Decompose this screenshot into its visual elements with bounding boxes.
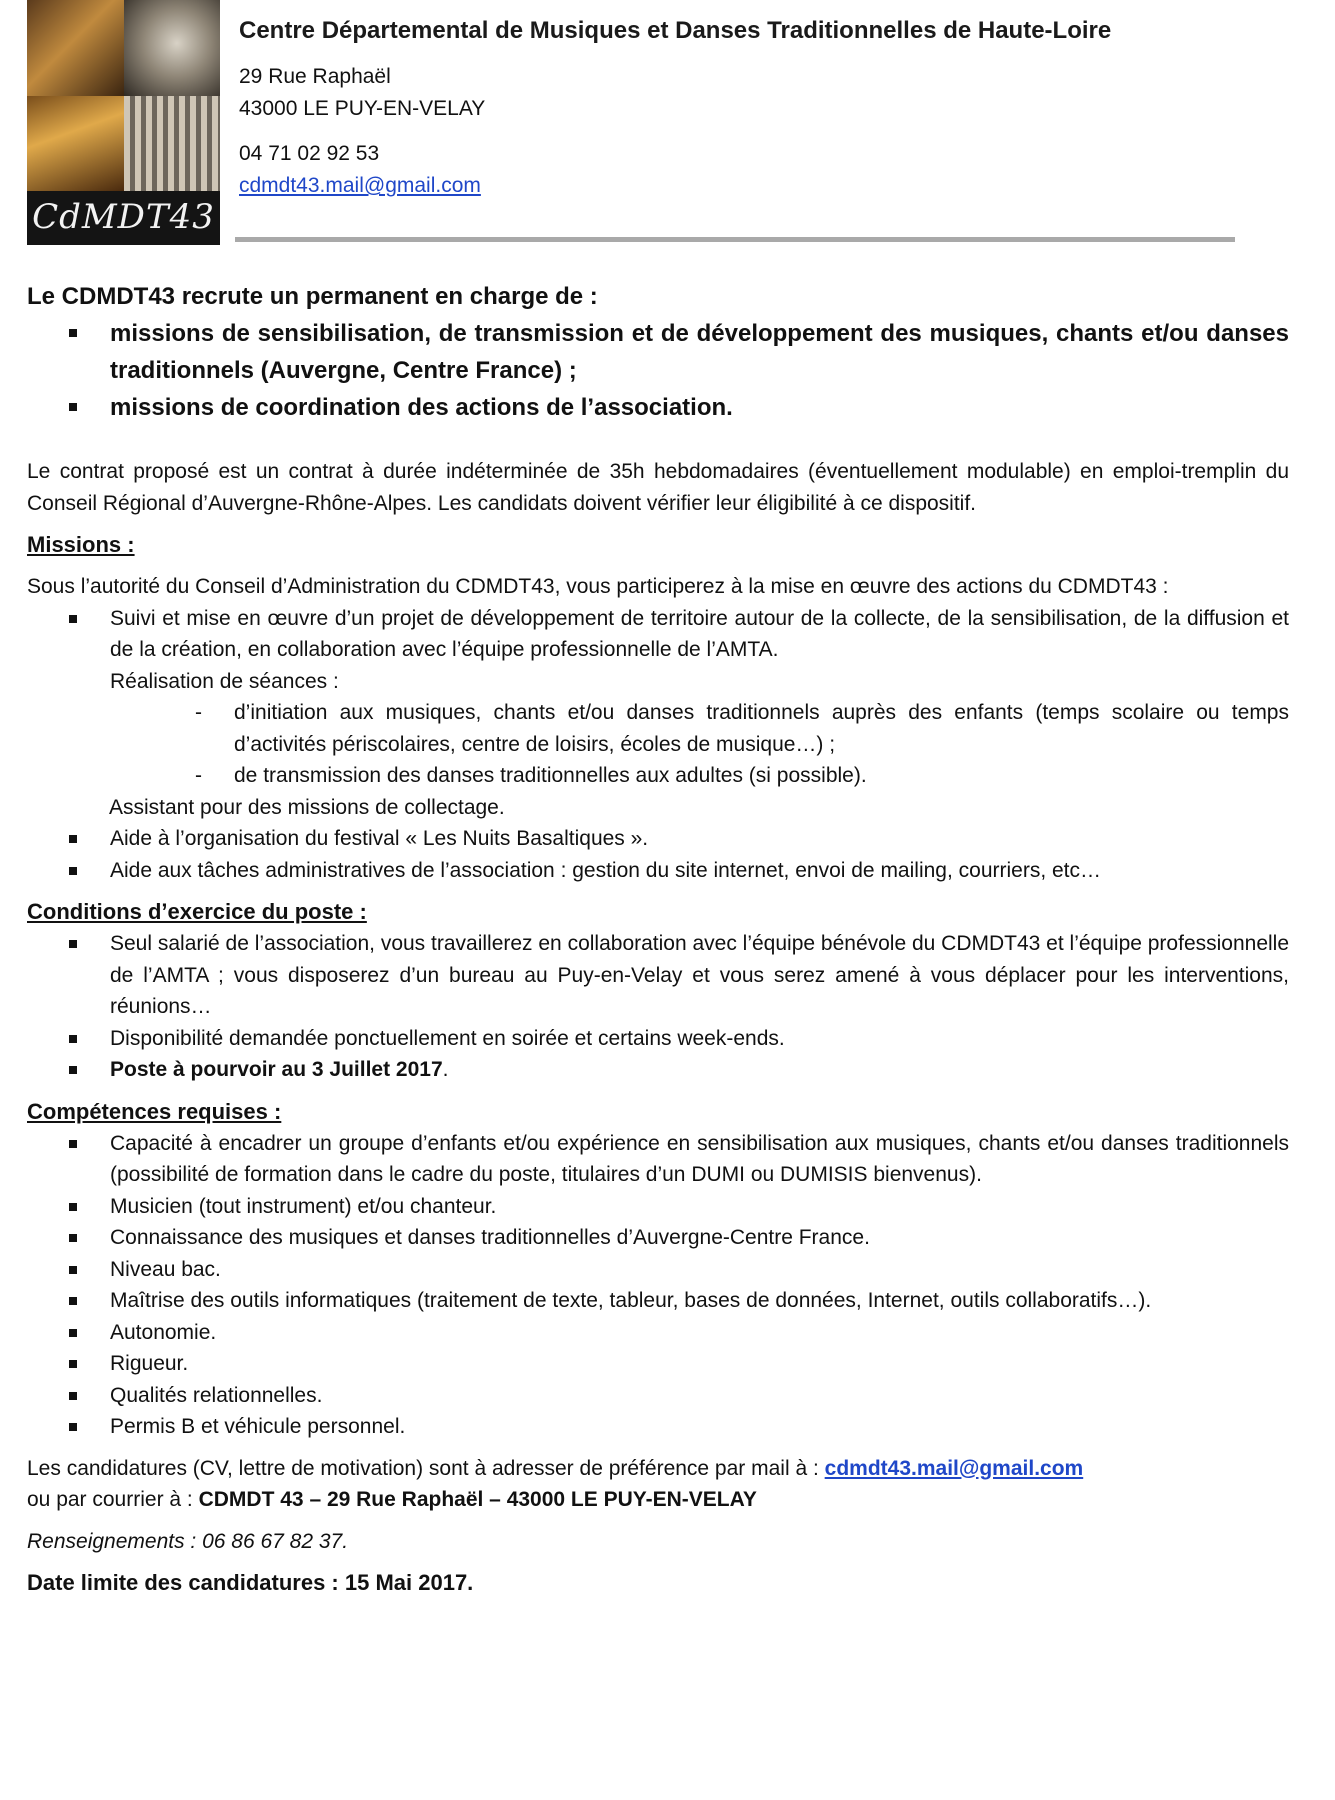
- list-item: Qualités relationnelles.: [27, 1380, 1289, 1412]
- logo-photo-portrait: [124, 0, 221, 96]
- list-item: Musicien (tout instrument) et/ou chanteur.: [27, 1191, 1289, 1223]
- list-item: missions de sensibilisation, de transmission et de développement des musiques, chants et/ou danses traditionnels (Auvergne, Centre France) ;: [27, 315, 1289, 389]
- phone-number: 04 71 02 92 53: [239, 142, 380, 165]
- seances-list: [27, 697, 1289, 792]
- application-line-2: [27, 1484, 1289, 1516]
- postal-address: CDMDT 43 – 29 Rue Raphaël – 43000 LE PUY-EN-VELAY: [198, 1488, 757, 1511]
- list-item: Aide à l’organisation du festival « Les Nuits Basaltiques ».: [27, 823, 1289, 855]
- list-item: Maîtrise des outils informatiques (traitement de texte, tableur, bases de données, Internet, outils collaboratifs…).: [27, 1285, 1289, 1317]
- assistant-line: Assistant pour des missions de collectage.: [109, 795, 505, 819]
- letterhead: [27, 0, 1289, 250]
- list-item: Suivi et mise en œuvre d’un projet de développement de territoire autour de la collecte, de la sensibilisation, de la diffusion et de la création, en collaboration avec l’équipe professionnelle de l’AMTA.: [27, 603, 1289, 666]
- list-item: missions de coordination des actions de l’association.: [27, 389, 1289, 426]
- list-item: Rigueur.: [27, 1348, 1289, 1380]
- document: [27, 0, 1289, 1599]
- list-item: Niveau bac.: [27, 1254, 1289, 1286]
- list-item: Seul salarié de l’association, vous travaillerez en collaboration avec l’équipe bénévole du CDMDT43 et l’équipe professionnelle de l’AMTA ; vous disposerez d’un bureau au Puy-en-Velay et vous serez amené à vous déplacer pour les interventions, réunions…: [27, 928, 1289, 1023]
- logo-caption: [27, 191, 220, 245]
- logo-photo-accordion: [124, 96, 221, 192]
- postal-text: ou par courrier à :: [27, 1488, 199, 1511]
- organization-info: [239, 14, 1239, 202]
- list-item: Disponibilité demandée ponctuellement en soirée et certains week-ends.: [27, 1023, 1289, 1055]
- logo-text: CdMDT43: [32, 197, 215, 238]
- list-item: - d’initiation aux musiques, chants et/ou danses traditionnels auprès des enfants (temps scolaire ou temps d’activités périscolaires, centre de loisirs, écoles de musique…) ;: [27, 697, 1289, 760]
- seances-label: Réalisation de séances :: [110, 669, 339, 693]
- start-date-text: Poste à pourvoir au 3 Juillet 2017: [110, 1058, 443, 1081]
- missions-list: [27, 603, 1289, 666]
- application-deadline: Date limite des candidatures : 15 Mai 2017.: [27, 1570, 474, 1595]
- competences-list-3: [27, 1317, 1289, 1412]
- logo-photo-dancers: [27, 0, 124, 96]
- conditions-list: [27, 928, 1289, 1086]
- competences-list-4: [27, 1411, 1289, 1443]
- address-line-1: 29 Rue Raphaël: [239, 65, 391, 88]
- intro-list: [27, 315, 1289, 426]
- list-item: Aide aux tâches administratives de l’association : gestion du site internet, envoi de mailing, courriers, etc…: [27, 855, 1289, 887]
- punctuation: .: [442, 1058, 449, 1081]
- address-line-2: 43000 LE PUY-EN-VELAY: [239, 97, 486, 120]
- cdmdt43-logo: [27, 0, 220, 245]
- competences-heading: Compétences requises :: [27, 1098, 282, 1124]
- intro-lead: Le CDMDT43 recrute un permanent en charge de :: [27, 283, 598, 310]
- logo-photo-violin: [27, 96, 124, 192]
- application-email-link[interactable]: cdmdt43.mail@gmail.com: [824, 1456, 1084, 1480]
- organization-name: Centre Départemental de Musiques et Danses Traditionnelles de Haute-Loire: [239, 17, 1112, 44]
- info-phone: Renseignements : 06 86 67 82 37.: [27, 1529, 349, 1553]
- list-item: Autonomie.: [27, 1317, 1289, 1349]
- missions-intro: Sous l’autorité du Conseil d’Administration du CDMDT43, vous participerez à la mise en œuvre des actions du CDMDT43 :: [27, 575, 1169, 598]
- competences-list-2: [27, 1254, 1289, 1317]
- list-item: [27, 1054, 1289, 1086]
- application-line-1: [27, 1453, 1289, 1485]
- application-text: Les candidatures (CV, lettre de motivation) sont à adresser de préférence par mail à :: [27, 1456, 825, 1480]
- list-item: Connaissance des musiques et danses traditionnelles d’Auvergne-Centre France.: [27, 1222, 1289, 1254]
- missions-heading: Missions :: [27, 532, 135, 557]
- list-item: Permis B et véhicule personnel.: [27, 1411, 1289, 1443]
- list-item: Capacité à encadrer un groupe d’enfants et/ou expérience en sensibilisation aux musiques, chants et/ou danses traditionnels (possibilité de formation dans le cadre du poste, titulaires d’un DUMI ou DUMISIS bienvenus).: [27, 1128, 1289, 1191]
- conditions-heading: Conditions d’exercice du poste :: [27, 899, 367, 924]
- missions-list-2: [27, 823, 1289, 886]
- header-divider: [235, 237, 1235, 242]
- list-item: - de transmission des danses traditionnelles aux adultes (si possible).: [27, 760, 1289, 792]
- competences-list-1: [27, 1128, 1289, 1254]
- contract-paragraph: Le contrat proposé est un contrat à durée indéterminée de 35h hebdomadaires (éventuellement modulable) en emploi-tremplin du Conseil Régional d’Auvergne-Rhône-Alpes. Les candidats doivent vérifier leur éligibilité à ce dispositif.: [27, 460, 1289, 515]
- header-email-link[interactable]: cdmdt43.mail@gmail.com: [239, 174, 481, 197]
